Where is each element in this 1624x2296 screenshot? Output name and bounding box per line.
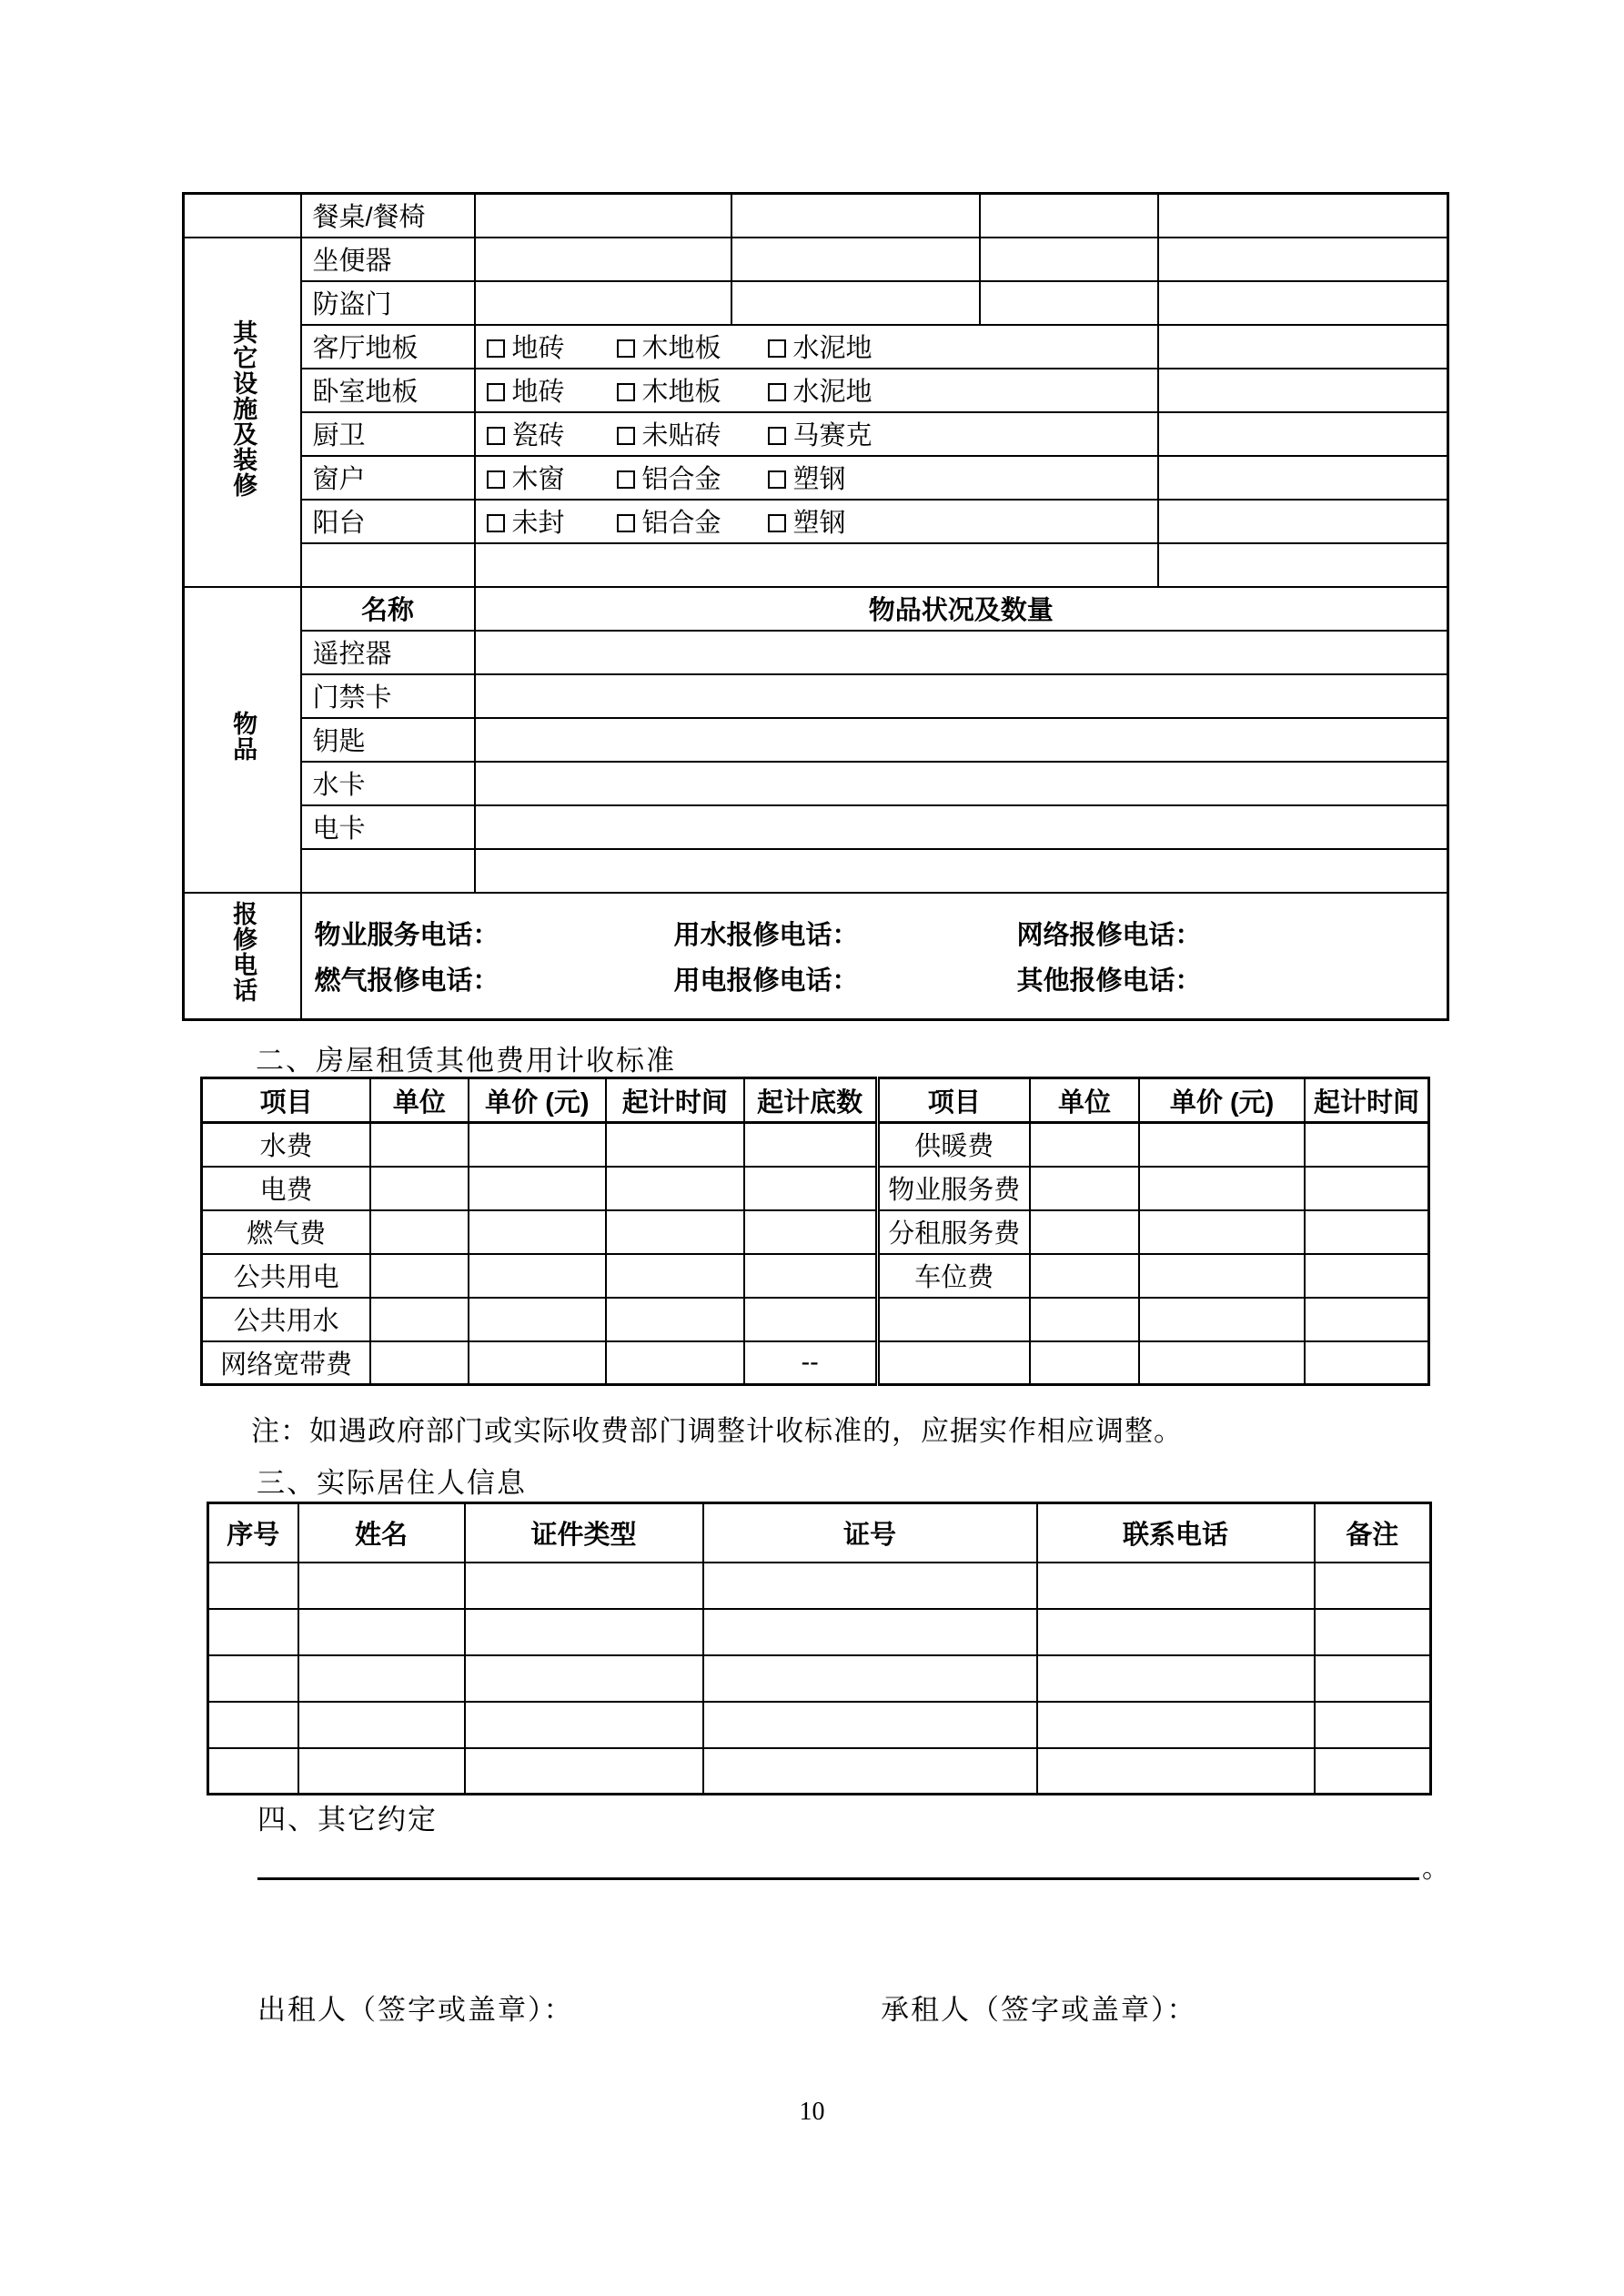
empty-cell [1139,1254,1305,1298]
empty-cell [744,1210,878,1254]
items-vertical-header [184,587,301,893]
fee-item-label: 燃气费 [202,1210,371,1254]
empty-cell [475,849,1448,893]
table-row [184,325,1448,369]
facilities-vertical-header-text: 其它设施及装修 [229,319,257,498]
item-name-header: 名称 [301,587,475,631]
empty-cell [208,1563,298,1609]
checkbox-option [768,328,873,365]
empty-cell [1305,1167,1429,1210]
broadband-base-value: -- [744,1341,878,1385]
checkbox-option [617,371,768,409]
empty-cell [370,1167,468,1210]
empty-cell [1158,543,1448,587]
table-row [202,1254,1429,1298]
section-3-heading: 三、实际居住人信息 [257,1467,527,1499]
table-row [184,194,1448,238]
empty-cell [298,1563,465,1609]
empty-cell [1158,281,1448,325]
empty-cell [731,238,980,281]
table-header-row [208,1503,1431,1563]
checkbox-option-label: 木窗 [511,465,565,494]
empty-cell [475,194,731,238]
empty-cell [606,1341,744,1385]
empty-cell [606,1254,744,1298]
fees-note: 注：如遇政府部门或实际收费部门调整计收标准的，应据实作相应调整。 [251,1415,1183,1447]
table-row [184,456,1448,500]
empty-cell [731,194,980,238]
empty-cell [370,1298,468,1341]
empty-cell [1315,1609,1431,1655]
fees-col-header: 起计时间 [606,1078,744,1123]
empty-cell [370,1123,468,1167]
checkbox-option [768,459,846,496]
empty-cell [744,1123,878,1167]
checkbox-option-label: 塑钢 [792,465,846,494]
repair-label: 物业服务电话： [314,920,499,950]
table-row [184,893,1448,1020]
empty-cell [208,1609,298,1655]
table-row [202,1341,1429,1385]
checkbox-icon [768,427,786,445]
residents-col-header: 序号 [208,1503,298,1563]
empty-cell [465,1655,703,1702]
table-row [184,500,1448,543]
empty-cell [877,1341,1030,1385]
table-row [184,718,1448,762]
facility-row-label: 卧室地板 [301,369,475,412]
repair-vertical-header-text: 报修电话 [229,901,257,1004]
table-row [184,762,1448,805]
table-row [208,1563,1431,1609]
checkbox-icon [487,427,505,445]
item-row-label: 遥控器 [301,631,475,674]
empty-cell [475,543,1158,587]
empty-cell [1305,1341,1429,1385]
empty-cell [1158,456,1448,500]
checkbox-options-cell [475,456,1158,500]
empty-cell [1305,1254,1429,1298]
empty-cell [298,1609,465,1655]
table-row [208,1702,1431,1748]
empty-cell [1139,1298,1305,1341]
empty-cell [469,1341,607,1385]
empty-cell [1037,1748,1315,1795]
table-row [202,1298,1429,1341]
table-row [184,412,1448,456]
checkbox-icon [617,470,635,489]
checkbox-option-label: 马赛克 [792,421,873,450]
empty-cell [1030,1341,1139,1385]
table-row [208,1655,1431,1702]
empty-cell [1030,1298,1139,1341]
checkbox-icon [487,339,505,358]
empty-cell [465,1702,703,1748]
facility-row-label: 客厅地板 [301,325,475,369]
repair-phones-cell [301,893,1448,1020]
checkbox-icon [617,514,635,532]
empty-cell [744,1298,878,1341]
empty-cell [980,238,1158,281]
checkbox-icon [617,339,635,358]
table-row [184,587,1448,631]
checkbox-icon [487,514,505,532]
residents-col-header: 姓名 [298,1503,465,1563]
fees-col-header: 项目 [877,1078,1030,1123]
table-row [184,369,1448,412]
fees-col-header: 单价 (元) [1139,1078,1305,1123]
fee-item-label: 分租服务费 [877,1210,1030,1254]
residents-col-header: 备注 [1315,1503,1431,1563]
empty-cell [1158,325,1448,369]
empty-cell [731,281,980,325]
checkbox-option [768,502,846,540]
empty-cell [877,1298,1030,1341]
empty-cell [1037,1655,1315,1702]
empty-cell [370,1341,468,1385]
empty-cell [1158,412,1448,456]
checkbox-option-label: 未贴砖 [641,421,721,450]
checkbox-option [617,328,768,365]
empty-cell [1030,1123,1139,1167]
checkbox-option [617,459,768,496]
empty-cell [1139,1123,1305,1167]
empty-cell [606,1123,744,1167]
repair-line-1 [315,910,1447,956]
empty-cell [703,1748,1037,1795]
empty-cell [1305,1123,1429,1167]
lessee-signature-label: 承租人（签字或盖章）： [881,1994,1197,2026]
table-row [184,674,1448,718]
checkbox-option-label: 木地板 [641,378,721,407]
empty-cell [298,1748,465,1795]
repair-label: 用水报修电话： [673,920,859,950]
facility-row-label: 窗户 [301,456,475,500]
checkbox-option-label: 地砖 [511,378,565,407]
item-row-label: 门禁卡 [301,674,475,718]
checkbox-icon [617,383,635,401]
empty-cell [475,805,1448,849]
checkbox-option [487,502,617,540]
table-row [202,1123,1429,1167]
checkbox-options-cell [475,500,1158,543]
checkbox-option-label: 塑钢 [792,509,846,538]
checkbox-icon [487,383,505,401]
empty-cell [1037,1702,1315,1748]
empty-cell [301,849,475,893]
empty-cell [606,1210,744,1254]
fee-item-label: 物业服务费 [877,1167,1030,1210]
residents-col-header: 联系电话 [1037,1503,1315,1563]
empty-cell [1030,1167,1139,1210]
table-row [184,281,1448,325]
empty-cell [1315,1748,1431,1795]
empty-cell [1030,1210,1139,1254]
checkbox-option-label: 水泥地 [792,378,873,407]
empty-cell [1158,238,1448,281]
empty-cell [1315,1563,1431,1609]
empty-cell [744,1167,878,1210]
items-vertical-header-text: 物品 [229,710,257,762]
empty-cell [1315,1702,1431,1748]
facilities-vertical-header [184,238,301,587]
fees-col-header: 单位 [370,1078,468,1123]
fees-col-header: 起计底数 [744,1078,878,1123]
fee-item-label: 供暖费 [877,1123,1030,1167]
empty-cell [475,718,1448,762]
empty-cell [298,1702,465,1748]
checkbox-option [768,371,873,409]
empty-cell [208,1702,298,1748]
table-row [208,1609,1431,1655]
checkbox-option-label: 瓷砖 [511,421,565,450]
empty-cell [475,631,1448,674]
empty-cell [1158,369,1448,412]
empty-cell [1139,1210,1305,1254]
repair-label: 燃气报修电话： [314,966,499,996]
page-number: 10 [799,2098,825,2126]
empty-cell [980,194,1158,238]
empty-cell [980,281,1158,325]
repair-vertical-header [184,893,301,1020]
residents-col-header: 证号 [703,1503,1037,1563]
empty-cell [606,1298,744,1341]
repair-line-2 [315,956,1447,1001]
blank-line-end-period: 。 [1422,1854,1449,1884]
empty-cell [1037,1609,1315,1655]
empty-cell [475,674,1448,718]
checkbox-option-label: 木地板 [641,334,721,363]
checkbox-option [617,415,768,452]
empty-cell [469,1123,607,1167]
empty-cell [301,543,475,587]
empty-cell [208,1655,298,1702]
checkbox-icon [487,470,505,489]
checkbox-option [487,415,617,452]
facility-row-label: 防盗门 [301,281,475,325]
checkbox-option-label: 水泥地 [792,334,873,363]
section-4-heading: 四、其它约定 [257,1804,438,1836]
fee-item-label: 网络宽带费 [202,1341,371,1385]
checkbox-icon [768,470,786,489]
item-row-label: 钥匙 [301,718,475,762]
empty-cell [469,1254,607,1298]
fees-col-header: 单价 (元) [469,1078,607,1123]
empty-cell [298,1655,465,1702]
checkbox-option-label: 铝合金 [641,509,721,538]
empty-cell [1139,1167,1305,1210]
empty-cell [703,1655,1037,1702]
table-row [184,631,1448,674]
checkbox-option [487,459,617,496]
empty-cell [703,1702,1037,1748]
fees-table [200,1077,1430,1386]
table-header-row [202,1078,1429,1123]
table-row [184,543,1448,587]
empty-cell [370,1254,468,1298]
facility-row-label: 坐便器 [301,238,475,281]
checkbox-icon [768,339,786,358]
checkbox-option [768,415,873,452]
empty-cell [1305,1210,1429,1254]
checkbox-icon [768,514,786,532]
lessor-signature-label: 出租人（签字或盖章）： [257,1994,574,2026]
empty-cell [1030,1254,1139,1298]
empty-cell [469,1210,607,1254]
empty-cell [1158,500,1448,543]
table-row [202,1167,1429,1210]
checkbox-options-cell [475,325,1158,369]
fee-item-label: 公共用电 [202,1254,371,1298]
item-status-header: 物品状况及数量 [475,587,1448,631]
repair-label: 其他报修电话： [1016,966,1202,996]
empty-cell [475,281,731,325]
checkbox-options-cell [475,412,1158,456]
section-2-heading: 二、房屋租赁其他费用计收标准 [256,1045,676,1077]
checkbox-option-label: 未封 [511,509,565,538]
checkbox-options-cell [475,369,1158,412]
empty-cell [703,1563,1037,1609]
empty-cell [1158,194,1448,238]
checkbox-option-label: 铝合金 [641,465,721,494]
repair-label: 网络报修电话： [1016,920,1202,950]
other-agreements-blank-line [257,1839,1419,1880]
empty-cell [703,1609,1037,1655]
empty-cell [1315,1655,1431,1702]
empty-cell [606,1167,744,1210]
fee-item-label: 电费 [202,1167,371,1210]
checkbox-icon [617,427,635,445]
empty-cell [465,1563,703,1609]
checkbox-option [617,502,768,540]
empty-cell [465,1748,703,1795]
table-row [184,238,1448,281]
residents-table [207,1502,1432,1795]
checkbox-icon [768,383,786,401]
empty-cell [208,1748,298,1795]
item-row-label: 水卡 [301,762,475,805]
empty-cell [370,1210,468,1254]
empty-cell [184,194,301,238]
table-row [184,805,1448,849]
fee-item-label: 公共用水 [202,1298,371,1341]
empty-cell [465,1609,703,1655]
fee-item-label: 车位费 [877,1254,1030,1298]
fees-col-header: 起计时间 [1305,1078,1429,1123]
facility-row-label: 厨卫 [301,412,475,456]
facilities-items-repair-table [182,192,1449,1021]
checkbox-option [487,371,617,409]
residents-col-header: 证件类型 [465,1503,703,1563]
empty-cell [475,238,731,281]
empty-cell [475,762,1448,805]
repair-label: 用电报修电话： [673,966,859,996]
table-row [208,1748,1431,1795]
checkbox-option [487,328,617,365]
fee-item-label: 水费 [202,1123,371,1167]
item-row-label: 电卡 [301,805,475,849]
empty-cell [469,1298,607,1341]
table-row [202,1210,1429,1254]
empty-cell [744,1254,878,1298]
facility-row-label: 餐桌/餐椅 [301,194,475,238]
table-row [184,849,1448,893]
empty-cell [1305,1298,1429,1341]
empty-cell [1139,1341,1305,1385]
fees-col-header: 项目 [202,1078,371,1123]
fees-col-header: 单位 [1030,1078,1139,1123]
empty-cell [1037,1563,1315,1609]
checkbox-option-label: 地砖 [511,334,565,363]
facility-row-label: 阳台 [301,500,475,543]
empty-cell [469,1167,607,1210]
